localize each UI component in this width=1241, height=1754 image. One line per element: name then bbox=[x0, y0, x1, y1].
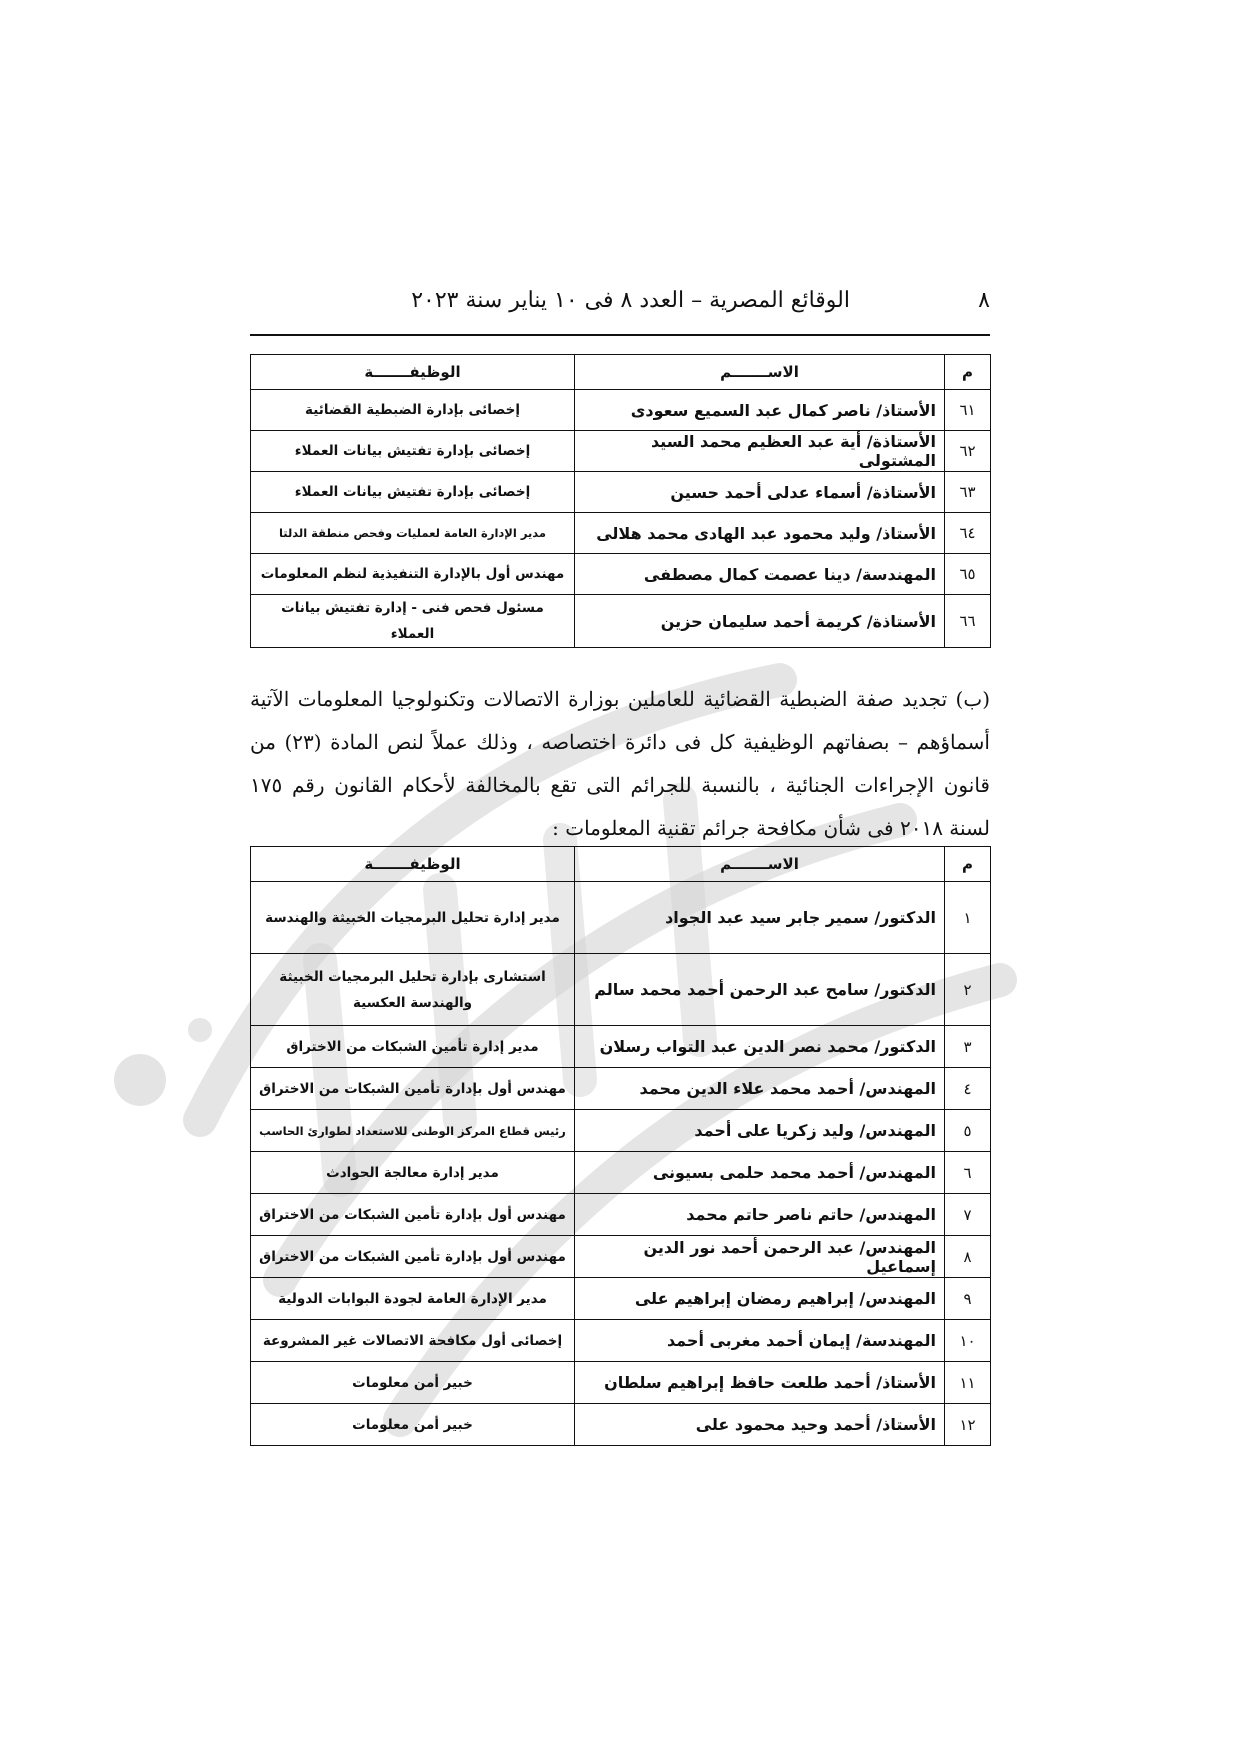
row-number: ٣ bbox=[945, 1026, 991, 1068]
row-name: الدكتور/ سمير جابر سيد عبد الجواد bbox=[575, 882, 945, 954]
row-number: ٦٢ bbox=[945, 431, 991, 472]
row-number: ٤ bbox=[945, 1068, 991, 1110]
table-row bbox=[251, 1068, 991, 1110]
header-divider bbox=[250, 334, 990, 336]
row-name: الأستاذ/ وليد محمود عبد الهادى محمد هلالى bbox=[575, 513, 945, 554]
row-number: ١٢ bbox=[945, 1404, 991, 1446]
row-name: المهندس/ عبد الرحمن أحمد نور الدين إسماعيل bbox=[575, 1236, 945, 1278]
table-row bbox=[251, 1152, 991, 1194]
table-row bbox=[251, 1278, 991, 1320]
row-job: خبير أمن معلومات bbox=[251, 1404, 575, 1446]
row-number: ١١ bbox=[945, 1362, 991, 1404]
table-row bbox=[251, 390, 991, 431]
row-number: ٦١ bbox=[945, 390, 991, 431]
row-number: ٦٥ bbox=[945, 554, 991, 595]
table-row bbox=[251, 1194, 991, 1236]
row-name: الأستاذ/ أحمد وحيد محمود على bbox=[575, 1404, 945, 1446]
row-job: مدير الإدارة العامة لعمليات وفحص منطقة الدلتا bbox=[251, 513, 575, 554]
row-name: المهندسة/ دينا عصمت كمال مصطفى bbox=[575, 554, 945, 595]
row-job: إخصائى بإدارة تفتيش بيانات العملاء bbox=[251, 431, 575, 472]
row-name: الدكتور/ سامح عبد الرحمن أحمد محمد سالم bbox=[575, 954, 945, 1026]
page-header bbox=[250, 288, 990, 322]
row-name: المهندس/ حاتم ناصر حاتم محمد bbox=[575, 1194, 945, 1236]
row-number: ٢ bbox=[945, 954, 991, 1026]
row-job: مهندس أول بالإدارة التنفيذية لنظم المعلومات bbox=[251, 554, 575, 595]
row-job: مدير إدارة تأمين الشبكات من الاختراق bbox=[251, 1026, 575, 1068]
row-job: مهندس أول بإدارة تأمين الشبكات من الاختراق bbox=[251, 1194, 575, 1236]
table-row bbox=[251, 472, 991, 513]
column-header-job: الوظيفـــــــة bbox=[251, 847, 575, 882]
row-job: استشارى بإدارة تحليل البرمجيات الخبيثة والهندسة العكسية bbox=[251, 954, 575, 1026]
body-paragraph: (ب) تجديد صفة الضبطية القضائية للعاملين بوزارة الاتصالات وتكنولوجيا المعلومات الآتية أسماؤهم – بصفاتهم الوظيفية كل فى دائرة اختصاصه ، وذلك عملاً لنص المادة (٢٣) من قانون الإجراءات الجنائية ، بالنسبة للجرائم التى تقع بالمخالفة لأحكام القانون رقم ١٧٥ لسنة ٢٠١٨ فى شأن مكافحة جرائم تقنية المعلومات : bbox=[250, 687, 990, 840]
table-row bbox=[251, 954, 991, 1026]
table-row bbox=[251, 1026, 991, 1068]
row-number: ٥ bbox=[945, 1110, 991, 1152]
row-number: ٧ bbox=[945, 1194, 991, 1236]
row-job: مدير إدارة تحليل البرمجيات الخبيثة والهندسة bbox=[251, 882, 575, 954]
row-name: الأستاذة/ أسماء عدلى أحمد حسين bbox=[575, 472, 945, 513]
row-name: الأستاذ/ ناصر كمال عبد السميع سعودى bbox=[575, 390, 945, 431]
row-number: ٦٦ bbox=[945, 595, 991, 648]
row-job: إخصائى بإدارة تفتيش بيانات العملاء bbox=[251, 472, 575, 513]
table-row bbox=[251, 882, 991, 954]
table-row bbox=[251, 1320, 991, 1362]
table-header-row bbox=[251, 847, 991, 882]
row-number: ٦ bbox=[945, 1152, 991, 1194]
row-name: المهندس/ إبراهيم رمضان إبراهيم على bbox=[575, 1278, 945, 1320]
row-job: إخصائى أول مكافحة الاتصالات غير المشروعة bbox=[251, 1320, 575, 1362]
row-name: المهندس/ وليد زكريا على أحمد bbox=[575, 1110, 945, 1152]
table-row bbox=[251, 513, 991, 554]
row-name: الأستاذة/ أية عبد العظيم محمد السيد المشتولى bbox=[575, 431, 945, 472]
table-row bbox=[251, 1362, 991, 1404]
row-job: مدير الإدارة العامة لجودة البوابات الدولية bbox=[251, 1278, 575, 1320]
table-row bbox=[251, 431, 991, 472]
column-header-job: الوظيفـــــــة bbox=[251, 355, 575, 390]
row-job: مسئول فحص فنى - إدارة تفتيش بيانات العملاء bbox=[251, 595, 575, 648]
row-name: الأستاذ/ أحمد طلعت حافظ إبراهيم سلطان bbox=[575, 1362, 945, 1404]
column-header-name: الاســـــــم bbox=[575, 355, 945, 390]
table-header-row bbox=[251, 355, 991, 390]
row-job: إخصائى بإدارة الضبطية القضائية bbox=[251, 390, 575, 431]
row-name: المهندس/ أحمد محمد علاء الدين محمد bbox=[575, 1068, 945, 1110]
row-number: ٦٤ bbox=[945, 513, 991, 554]
row-number: ٦٣ bbox=[945, 472, 991, 513]
row-job: مهندس أول بإدارة تأمين الشبكات من الاختراق bbox=[251, 1236, 575, 1278]
row-number: ١٠ bbox=[945, 1320, 991, 1362]
table-row bbox=[251, 595, 991, 648]
column-header-number: م bbox=[945, 847, 991, 882]
table-row bbox=[251, 1404, 991, 1446]
row-job: مدير إدارة معالجة الحوادث bbox=[251, 1152, 575, 1194]
table-row bbox=[251, 1236, 991, 1278]
row-number: ١ bbox=[945, 882, 991, 954]
row-job: خبير أمن معلومات bbox=[251, 1362, 575, 1404]
row-number: ٩ bbox=[945, 1278, 991, 1320]
table-row bbox=[251, 1110, 991, 1152]
column-header-number: م bbox=[945, 355, 991, 390]
row-number: ٨ bbox=[945, 1236, 991, 1278]
row-job: رئيس قطاع المركز الوطنى للاستعداد لطوارئ الحاسب bbox=[251, 1110, 575, 1152]
roster-table-b bbox=[250, 846, 991, 1446]
row-name: المهندسة/ إيمان أحمد مغربى أحمد bbox=[575, 1320, 945, 1362]
row-name: الدكتور/ محمد نصر الدين عبد التواب رسلان bbox=[575, 1026, 945, 1068]
gazette-title: الوقائع المصرية – العدد ٨ فى ١٠ يناير سنة ٢٠٢٣ bbox=[411, 288, 850, 313]
roster-table-a bbox=[250, 354, 991, 648]
page-number: ٨ bbox=[978, 288, 990, 313]
row-job: مهندس أول بإدارة تأمين الشبكات من الاختراق bbox=[251, 1068, 575, 1110]
column-header-name: الاســـــــم bbox=[575, 847, 945, 882]
row-name: المهندس/ أحمد محمد حلمى بسيونى bbox=[575, 1152, 945, 1194]
row-name: الأستاذة/ كريمة أحمد سليمان حزين bbox=[575, 595, 945, 648]
table-row bbox=[251, 554, 991, 595]
